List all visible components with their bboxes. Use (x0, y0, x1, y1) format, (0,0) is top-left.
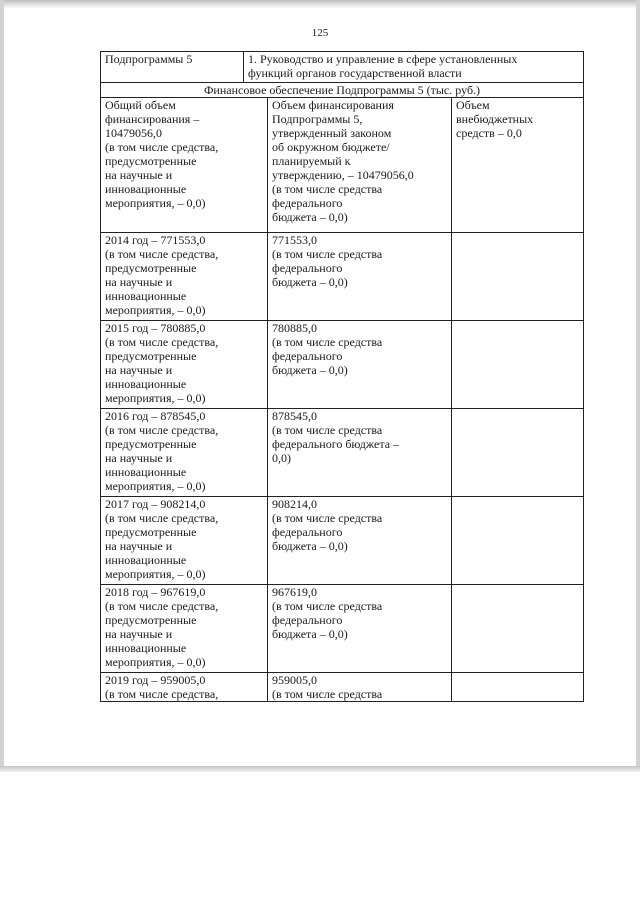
year-total-cell: 2014 год – 771553,0 (в том числе средства, предусмотренные на научные и инновационные мероприятия, – 0,0) (101, 233, 268, 321)
year-row-2016 (101, 409, 584, 497)
totals-row (101, 98, 584, 233)
financing-title-row (101, 83, 584, 98)
year-extra-cell (452, 497, 584, 585)
year-extra-cell (452, 321, 584, 409)
year-budget-cell: 908214,0 (в том числе средства федерального бюджета – 0,0) (268, 497, 452, 585)
financing-title: Финансовое обеспечение Подпрограммы 5 (тыс. руб.) (101, 83, 584, 98)
scan-shadow-left (0, 0, 4, 770)
extrabudget-cell: Объем внебюджетных средств – 0,0 (452, 98, 584, 233)
year-budget-cell: 771553,0 (в том числе средства федерального бюджета – 0,0) (268, 233, 452, 321)
year-extra-cell (452, 673, 584, 702)
subprogram-label: Подпрограммы 5 (101, 52, 244, 83)
total-financing-cell: Общий объем финансирования – 10479056,0 (в том числе средства, предусмотренные на научные и инновационные мероприятия, – 0,0) (101, 98, 268, 233)
year-total-cell: 2019 год – 959005,0 (в том числе средства, (101, 673, 268, 702)
year-row-2014 (101, 233, 584, 321)
year-row-2015 (101, 321, 584, 409)
year-budget-cell: 959005,0 (в том числе средства (268, 673, 452, 702)
year-row-2018 (101, 585, 584, 673)
year-budget-cell: 878545,0 (в том числе средства федерального бюджета – 0,0) (268, 409, 452, 497)
year-budget-cell: 967619,0 (в том числе средства федерального бюджета – 0,0) (268, 585, 452, 673)
year-total-cell: 2016 год – 878545,0 (в том числе средства, предусмотренные на научные и инновационные мероприятия, – 0,0) (101, 409, 268, 497)
financing-table (100, 51, 584, 702)
header-row (101, 52, 584, 83)
subprogram-name: 1. Руководство и управление в сфере установленных функций органов государственной власти (244, 52, 584, 83)
page-number: 125 (311, 27, 329, 39)
year-total-cell: 2017 год – 908214,0 (в том числе средства, предусмотренные на научные и инновационные мероприятия, – 0,0) (101, 497, 268, 585)
year-total-cell: 2018 год – 967619,0 (в том числе средства, предусмотренные на научные и инновационные мероприятия, – 0,0) (101, 585, 268, 673)
year-row-2019 (101, 673, 584, 702)
year-extra-cell (452, 409, 584, 497)
year-total-cell: 2015 год – 780885,0 (в том числе средства, предусмотренные на научные и инновационные мероприятия, – 0,0) (101, 321, 268, 409)
scan-page-edge (0, 766, 640, 772)
year-extra-cell (452, 585, 584, 673)
scan-shadow-right (636, 0, 640, 770)
year-extra-cell (452, 233, 584, 321)
scan-shadow-top (0, 0, 640, 9)
budget-financing-cell: Объем финансирования Подпрограммы 5, утвержденный законом об окружном бюджете/ планируемый к утверждению, – 10479056,0 (в том числе средства федерального бюджета – 0,0) (268, 98, 452, 233)
year-budget-cell: 780885,0 (в том числе средства федерального бюджета – 0,0) (268, 321, 452, 409)
year-row-2017 (101, 497, 584, 585)
